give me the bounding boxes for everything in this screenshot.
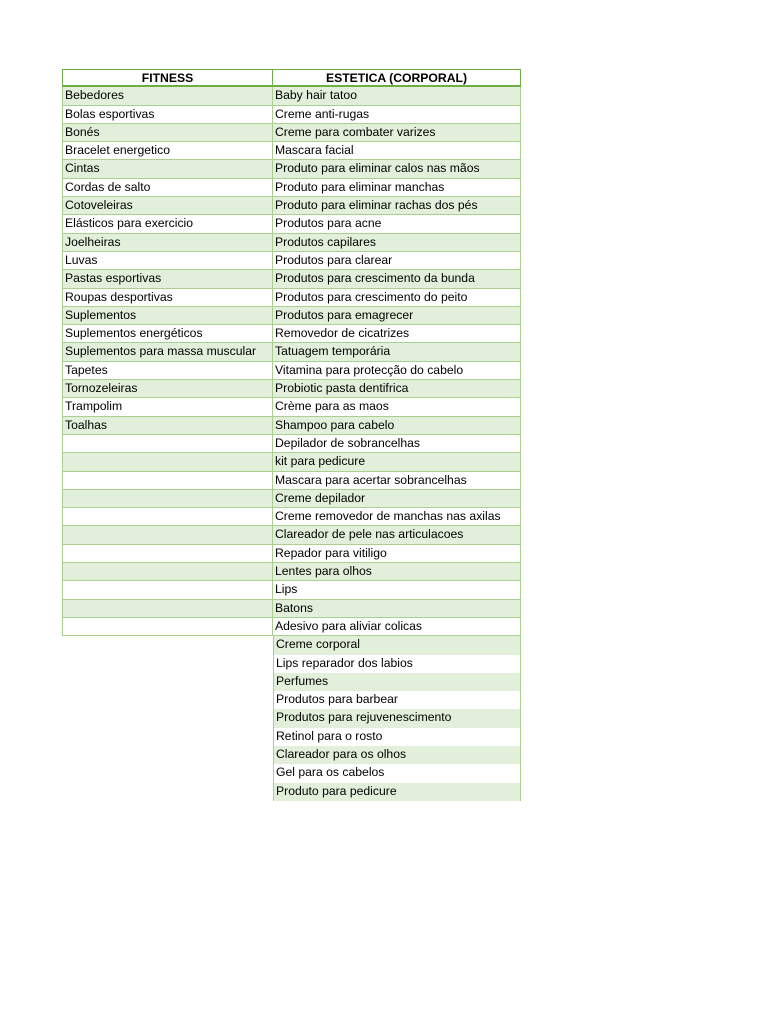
table-row	[62, 783, 521, 801]
fitness-cell[interactable]	[62, 563, 273, 581]
estetica-cell[interactable]: Produtos para rejuvenescimento	[273, 709, 521, 727]
fitness-cell[interactable]	[62, 618, 273, 636]
fitness-cell[interactable]: Luvas	[62, 252, 273, 270]
table-row	[62, 398, 521, 416]
table-row	[62, 124, 521, 142]
table-row	[62, 600, 521, 618]
table-row	[62, 87, 521, 105]
fitness-cell[interactable]	[62, 746, 273, 764]
estetica-cell[interactable]: Creme depilador	[273, 490, 521, 508]
fitness-cell[interactable]: Suplementos	[62, 307, 273, 325]
fitness-cell[interactable]	[62, 545, 273, 563]
estetica-cell[interactable]: Produtos para crescimento da bunda	[273, 270, 521, 288]
estetica-cell[interactable]: Perfumes	[273, 673, 521, 691]
table-row	[62, 215, 521, 233]
estetica-cell[interactable]: Clareador para os olhos	[273, 746, 521, 764]
estetica-cell[interactable]: Creme para combater varizes	[273, 124, 521, 142]
estetica-cell[interactable]: Tatuagem temporária	[273, 343, 521, 361]
fitness-cell[interactable]	[62, 526, 273, 544]
estetica-cell[interactable]: Produtos para crescimento do peito	[273, 289, 521, 307]
estetica-cell[interactable]: Creme anti-rugas	[273, 106, 521, 124]
fitness-cell[interactable]	[62, 636, 273, 654]
product-table	[62, 69, 521, 801]
fitness-cell[interactable]: Toalhas	[62, 417, 273, 435]
table-row	[62, 490, 521, 508]
fitness-cell[interactable]	[62, 581, 273, 599]
table-row	[62, 563, 521, 581]
estetica-cell[interactable]: Produtos para emagrecer	[273, 307, 521, 325]
fitness-cell[interactable]	[62, 673, 273, 691]
estetica-cell[interactable]: Adesivo para aliviar colicas	[273, 618, 521, 636]
fitness-cell[interactable]	[62, 453, 273, 471]
table-row	[62, 764, 521, 782]
estetica-cell[interactable]: Lips reparador dos labios	[273, 655, 521, 673]
table-row	[62, 545, 521, 563]
estetica-cell[interactable]: Lips	[273, 581, 521, 599]
table-row	[62, 746, 521, 764]
table-row	[62, 508, 521, 526]
estetica-cell[interactable]: Retinol para o rosto	[273, 728, 521, 746]
table-row	[62, 325, 521, 343]
table-row	[62, 142, 521, 160]
estetica-cell[interactable]: Lentes para olhos	[273, 563, 521, 581]
table-row	[62, 380, 521, 398]
estetica-cell[interactable]: Produto para eliminar calos nas mãos	[273, 160, 521, 178]
fitness-cell[interactable]: Joelheiras	[62, 234, 273, 252]
estetica-cell[interactable]: Baby hair tatoo	[273, 87, 521, 105]
fitness-cell[interactable]: Suplementos energéticos	[62, 325, 273, 343]
fitness-cell[interactable]: Cordas de salto	[62, 179, 273, 197]
estetica-cell[interactable]: kit para pedicure	[273, 453, 521, 471]
table-row	[62, 160, 521, 178]
estetica-cell[interactable]: Removedor de cicatrizes	[273, 325, 521, 343]
fitness-cell[interactable]: Bracelet energetico	[62, 142, 273, 160]
table-row	[62, 636, 521, 654]
table-body	[62, 87, 521, 801]
estetica-cell[interactable]: Creme removedor de manchas nas axilas	[273, 508, 521, 526]
fitness-cell[interactable]	[62, 490, 273, 508]
estetica-cell[interactable]: Produtos capilares	[273, 234, 521, 252]
fitness-cell[interactable]	[62, 508, 273, 526]
fitness-cell[interactable]: Elásticos para exercicio	[62, 215, 273, 233]
table-row	[62, 453, 521, 471]
estetica-cell[interactable]: Probiotic pasta dentifrica	[273, 380, 521, 398]
fitness-cell[interactable]: Tornozeleiras	[62, 380, 273, 398]
estetica-cell[interactable]: Creme corporal	[273, 636, 521, 654]
table-row	[62, 179, 521, 197]
table-row	[62, 307, 521, 325]
fitness-cell[interactable]: Bebedores	[62, 87, 273, 105]
column-header-fitness[interactable]: FITNESS	[62, 69, 273, 87]
fitness-cell[interactable]	[62, 691, 273, 709]
table-row	[62, 197, 521, 215]
fitness-cell[interactable]: Cotoveleiras	[62, 197, 273, 215]
estetica-cell[interactable]: Clareador de pele nas articulacoes	[273, 526, 521, 544]
fitness-cell[interactable]: Trampolim	[62, 398, 273, 416]
table-row	[62, 691, 521, 709]
fitness-cell[interactable]	[62, 435, 273, 453]
table-row	[62, 435, 521, 453]
fitness-cell[interactable]: Cintas	[62, 160, 273, 178]
estetica-cell[interactable]: Batons	[273, 600, 521, 618]
fitness-cell[interactable]	[62, 783, 273, 801]
fitness-cell[interactable]	[62, 472, 273, 490]
estetica-cell[interactable]: Vitamina para protecção do cabelo	[273, 362, 521, 380]
fitness-cell[interactable]	[62, 728, 273, 746]
estetica-cell[interactable]: Gel para os cabelos	[273, 764, 521, 782]
table-row	[62, 362, 521, 380]
table-row	[62, 618, 521, 636]
fitness-cell[interactable]: Bolas esportivas	[62, 106, 273, 124]
estetica-cell[interactable]: Produtos para acne	[273, 215, 521, 233]
header-row	[62, 69, 521, 87]
table-row	[62, 709, 521, 727]
fitness-cell[interactable]: Bonés	[62, 124, 273, 142]
estetica-cell[interactable]: Crème para as maos	[273, 398, 521, 416]
estetica-cell[interactable]: Mascara facial	[273, 142, 521, 160]
table-row	[62, 472, 521, 490]
table-row	[62, 581, 521, 599]
estetica-cell[interactable]: Shampoo para cabelo	[273, 417, 521, 435]
fitness-cell[interactable]: Pastas esportivas	[62, 270, 273, 288]
fitness-cell[interactable]: Tapetes	[62, 362, 273, 380]
table-row	[62, 234, 521, 252]
table-row	[62, 655, 521, 673]
table-row	[62, 252, 521, 270]
table-row	[62, 526, 521, 544]
table-row	[62, 728, 521, 746]
estetica-cell[interactable]: Produto para eliminar manchas	[273, 179, 521, 197]
estetica-cell[interactable]: Mascara para acertar sobrancelhas	[273, 472, 521, 490]
table-row	[62, 270, 521, 288]
column-header-estetica[interactable]: ESTETICA (CORPORAL)	[273, 69, 521, 87]
table-row	[62, 417, 521, 435]
fitness-cell[interactable]: Suplementos para massa muscular	[62, 343, 273, 361]
estetica-cell[interactable]: Produto para eliminar rachas dos pés	[273, 197, 521, 215]
estetica-cell[interactable]: Repador para vitiligo	[273, 545, 521, 563]
estetica-cell[interactable]: Produtos para barbear	[273, 691, 521, 709]
estetica-cell[interactable]: Produtos para clarear	[273, 252, 521, 270]
table-row	[62, 106, 521, 124]
estetica-cell[interactable]: Produto para pedicure	[273, 783, 521, 801]
fitness-cell[interactable]: Roupas desportivas	[62, 289, 273, 307]
table-row	[62, 673, 521, 691]
fitness-cell[interactable]	[62, 764, 273, 782]
fitness-cell[interactable]	[62, 709, 273, 727]
estetica-cell[interactable]: Depilador de sobrancelhas	[273, 435, 521, 453]
fitness-cell[interactable]	[62, 600, 273, 618]
table-row	[62, 343, 521, 361]
fitness-cell[interactable]	[62, 655, 273, 673]
table-row	[62, 289, 521, 307]
